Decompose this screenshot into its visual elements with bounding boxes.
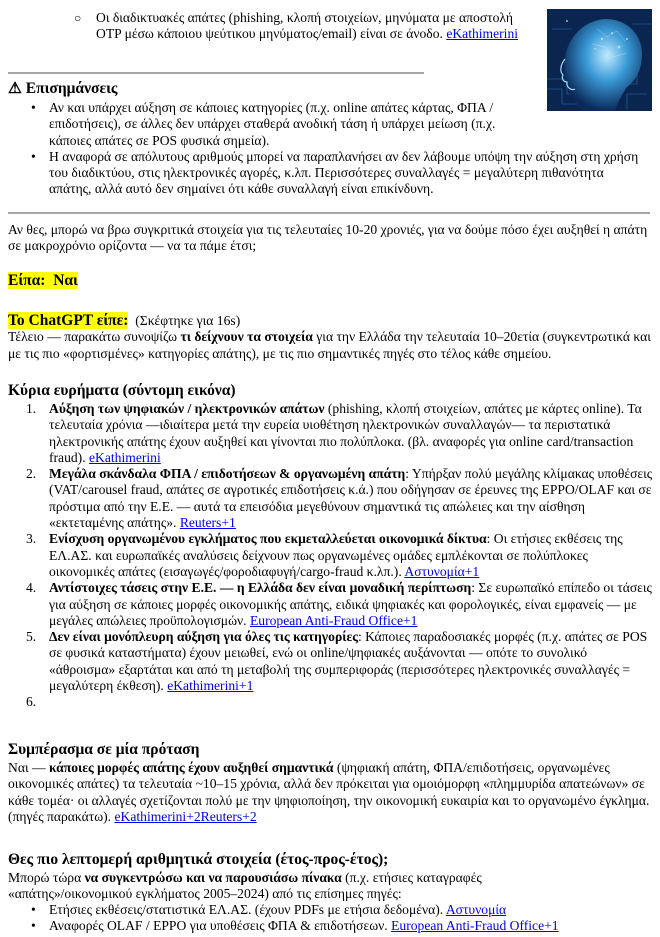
ai-head-illustration xyxy=(547,9,652,111)
more-paragraph: Μπορώ τώρα να συγκεντρώσω και να παρουσιάσω πίνακα (π.χ. ετήσιες καταγραφές «απάτης»/οικονομικού εγκλήματος 2005–2024) από τις επίσημες πηγές: xyxy=(8,870,482,902)
more-list xyxy=(0,902,654,935)
user-said xyxy=(8,273,78,289)
finding-item: 1. Αύξηση των ψηφιακών / ηλεκτρονικών απάτων (phishing, κλοπή στοιχείων, απάτες με κάρτες online). Τα τελευταία χρόνια —ιδιαίτερα μετά την ευρεία υιοθέτηση ηλεκτρονικών συναλλαγών— τα περιστατικά ηλεκτρονικής απάτης έχουν αυξηθεί και γίνονται πιο πολύπλοκα. (βλ. αναφορές για online card/transaction fraud). eKathimerini xyxy=(26,401,642,465)
hollow-bullet-icon: ○ xyxy=(74,11,82,25)
finding-item: 6. xyxy=(26,694,37,710)
findings-title: Κύρια ευρήματα (σύντομη εικόνα) xyxy=(8,382,236,399)
user-said-text: Ναι xyxy=(53,272,78,289)
bullet-icon: • xyxy=(31,902,36,917)
sub-bullet-text: Οι διαδικτυακές απάτες (phishing, κλοπή στοιχείων, μηνύματα με αποστολή OTP μέσω κάποιου ψεύτικου μηνύματος/email) είναι σε άνοδο. xyxy=(96,10,513,42)
more-title: Θες πιο λεπτομερή αριθμητικά στοιχεία (έτος-προς-έτος); xyxy=(8,851,389,868)
finding-item: 3. Ενίσχυση οργανωμένου εγκλήματος που εκμεταλλεύεται οικονομικά δίκτυα: Οι ετήσιες εκθέσεις της ΕΛ.ΑΣ. και ευρωπαϊκές αναλύσεις δείχνουν πως οργανωμένες ομάδες εμπλέκονται σε πολύπλοκες οικονομικές απάτες (εισαγωγές/φοροδιαφυγή/cargo-fraud κ.λπ.). Αστυνομία+1 xyxy=(26,531,623,579)
list-item xyxy=(0,149,648,198)
offer-paragraph xyxy=(8,222,656,255)
list-item: • Αναφορές OLAF / EPPO για υποθέσεις ΦΠΑ & επιδοτήσεων. European Anti-Fraud Office+1 xyxy=(31,918,559,934)
conclusion-paragraph: Ναι — κάποιες μορφές απάτης έχουν αυξηθεί σημαντικά (ψηφιακή απάτη, ΦΠΑ/επιδοτήσεις, οργανωμένες οικονομικές απάτες) τα τελευταία ~10–15 χρόνια, αλλά δεν πρόκειται για ομοιόμορφη «πλημμυρίδα απατεώνων» σε κάθε τομέα· οι αλλαγές σχετίζονται πολύ με την ψηφιοποίηση, την οικονομική ευκαιρία και το οργανωμένο έγκλημα. (πηγές παρακάτω). eKathimerini+2Reuters+2 xyxy=(8,760,650,824)
note-text: Αν και υπάρχει αύξηση σε κάποιες κατηγορίες (π.χ. online απάτες κάρτας, ΦΠΑ / επιδοτήσεις), σε άλλες δεν υπάρχει σταθερά ανοδική τάση ή υπάρχει μείωση (π.χ. κάποιες απάτες σε POS φυσικά σημεία). xyxy=(49,100,496,148)
bullet-icon: • xyxy=(31,100,36,115)
list-item xyxy=(0,100,511,149)
source-link[interactable]: European Anti-Fraud Office+1 xyxy=(249,612,418,628)
finding-item: 4. Αντίστοιχες τάσεις στην Ε.Ε. — η Ελλάδα δεν είναι μοναδική περίπτωση: Σε ευρωπαϊκό επίπεδο οι τάσεις για αύξηση σε κάποιες μορφές οικονομικής απάτης, ειδικά ψηφιακές και φορολογικές, είναι εμφανείς — με μεγάλες απώλειες προϋπολογισμών. European Anti-Fraud Office+1 xyxy=(26,580,652,628)
notes-list xyxy=(0,100,648,198)
chatgpt-intro: Τέλειο — παρακάτω συνοψίζω τι δείχνουν τα στοιχεία για την Ελλάδα την τελευταία 10–20ετία (συγκεντρωτικά και με τις πιο «φορτισμένες» κατηγορίες απάτης), με τις πιο σημαντικές πηγές στο τέλος κάθε σημείου. xyxy=(8,329,651,361)
thought-time: (Σκέφτηκε για 16s) xyxy=(135,313,241,328)
chatgpt-said-label: Το ChatGPT είπε: xyxy=(8,312,129,329)
bullet-icon: • xyxy=(31,918,36,934)
sub-bullet-item xyxy=(74,10,534,43)
finding-item: 2. Μεγάλα σκάνδαλα ΦΠΑ / επιδοτήσεων & οργανωμένη απάτη: Υπήρξαν πολύ μεγάλης κλίμακας υποθέσεις (VAT/carousel fraud, απάτες σε αγροτικές επιδοτήσεις κ.ά.) που οδήγησαν σε έρευνες της EPPO/OLAF και σε πρόστιμα από την Ε.Ε. — αυτά τα επεισόδια μεγεθύνουν σημαντικά τις απώλειες και την αίσθηση «εκτεταμένης απάτης». Reuters+1 xyxy=(26,466,653,531)
warning-icon: ⚠ xyxy=(8,80,22,97)
source-link[interactable]: Αστυνομία xyxy=(445,902,507,917)
chatgpt-said xyxy=(8,313,654,362)
source-link[interactable]: eKathimerini+1 xyxy=(167,678,254,694)
findings-list xyxy=(0,401,654,710)
source-link[interactable]: Reuters+1 xyxy=(179,515,236,531)
finding-item: 5. Δεν είναι μονόπλευρη αύξηση για όλες τις κατηγορίες: Κάποιες παραδοσιακές μορφές (π.χ. απάτες σε POS σε φυσικά καταστήματα) έχουν μειωθεί, ενώ οι online/ψηφιακές αυξάνονται — οπότε το συνολικό «άθροισμα» εξαρτάται και από τη μεταβολή της συμπεριφοράς (περισσότερες ηλεκτρονικές συναλλαγές = μεγαλύτερη έκθεση). eKathimerini+1 xyxy=(26,629,648,694)
list-item: • Ετήσιες εκθέσεις/στατιστικά ΕΛ.ΑΣ. (έχουν PDFs με ετήσια δεδομένα). Αστυνομία xyxy=(31,902,507,917)
notes-heading xyxy=(8,81,117,97)
source-link[interactable]: eKathimerini+2Reuters+2 xyxy=(114,808,257,824)
offer-text: Αν θες, μπορώ να βρω συγκριτικά στοιχεία για τις τελευταίες 10-20 χρονιές, για να δούμε πόσο έχει αυξηθεί η απάτη σε μακροχρόνιο ορίζοντα — να τα πάμε έτσι; xyxy=(8,222,648,254)
source-link[interactable]: eKathimerini xyxy=(89,449,161,465)
divider xyxy=(8,212,650,214)
bullet-icon: • xyxy=(31,148,36,164)
conclusion-title: Συμπέρασμα σε μία πρόταση xyxy=(8,741,200,758)
source-link[interactable]: European Anti-Fraud Office+1 xyxy=(391,918,559,934)
user-said-label: Είπα: Ναι xyxy=(8,272,78,289)
ai-head-image xyxy=(547,9,652,111)
note-text: Η αναφορά σε απόλυτους αριθμούς μπορεί να παραπλανήσει αν δεν λάβουμε υπόψη την αύξηση στη χρήση του διαδικτύου, στις ηλεκτρονικές αγορές, κ.λπ. Περισσότερες συναλλαγές = μεγαλύτερη πιθανότητα απάτης, αλλά αυτό δεν σημαίνει ότι κάθε συναλλαγή είναι επικίνδυνη. xyxy=(49,148,639,197)
source-link[interactable]: eKathimerini xyxy=(446,26,519,42)
divider xyxy=(8,72,424,74)
notes-title: Επισημάνσεις xyxy=(25,80,118,97)
source-link[interactable]: Αστυνομία+1 xyxy=(404,563,480,579)
